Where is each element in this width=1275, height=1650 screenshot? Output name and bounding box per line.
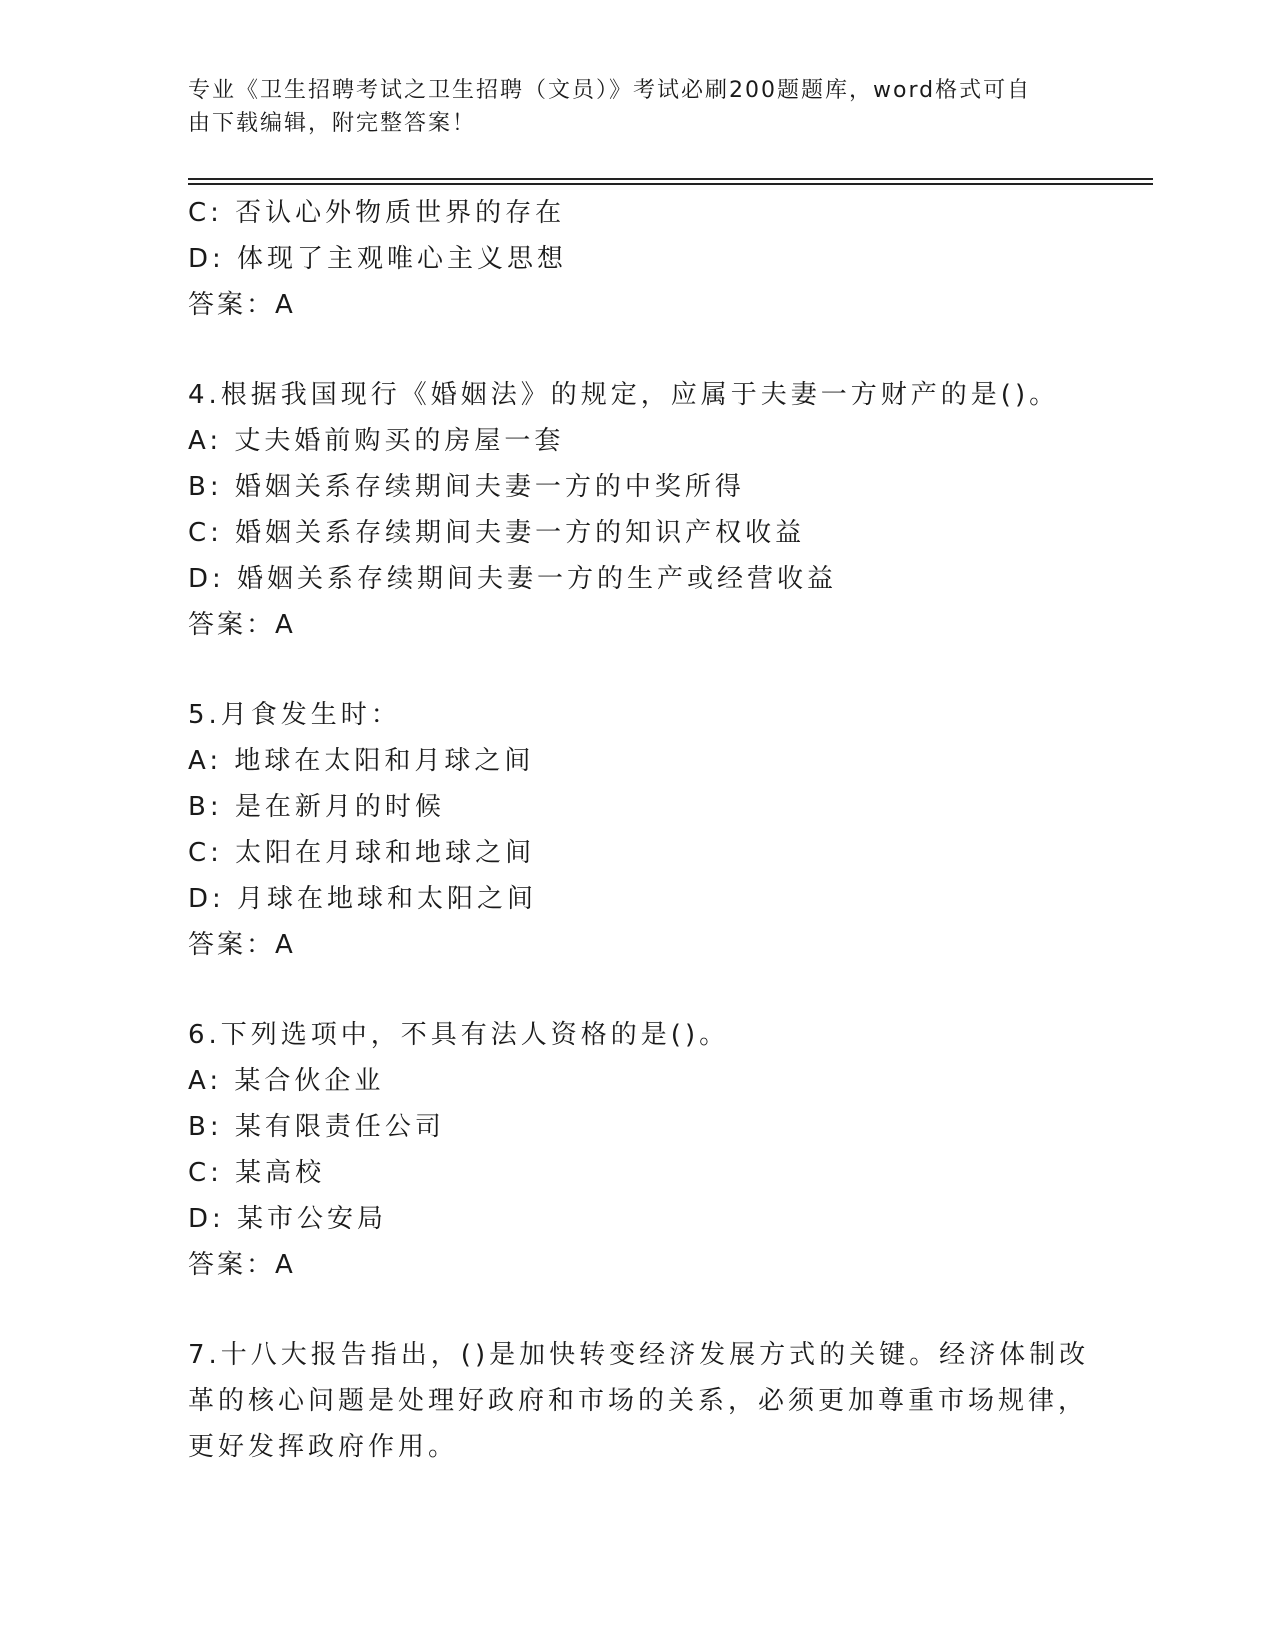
- q3-answer: 答案：A: [188, 290, 296, 320]
- q7-question-line-3: 更好发挥政府作用。: [188, 1432, 459, 1462]
- q5-option-d: D: 月球在地球和太阳之间: [188, 884, 538, 914]
- q4-question: 4.根据我国现行《婚姻法》的规定，应属于夫妻一方财产的是()。: [188, 380, 1060, 410]
- q5-option-b: B: 是在新月的时候: [188, 792, 445, 822]
- q4-option-a: A: 丈夫婚前购买的房屋一套: [188, 426, 565, 456]
- q7-question-line-2: 革的核心问题是处理好政府和市场的关系，必须更加尊重市场规律，: [188, 1386, 1089, 1416]
- q6-option-a: A: 某合伙企业: [188, 1066, 385, 1096]
- q7-question-line-1: 7.十八大报告指出，()是加快转变经济发展方式的关键。经济体制改: [188, 1340, 1090, 1370]
- q4-answer: 答案：A: [188, 610, 296, 640]
- q3-option-c: C: 否认心外物质世界的存在: [188, 198, 566, 228]
- q4-option-d: D: 婚姻关系存续期间夫妻一方的生产或经营收益: [188, 564, 838, 594]
- q5-option-a: A: 地球在太阳和月球之间: [188, 746, 535, 776]
- q5-question: 5.月食发生时：: [188, 700, 401, 730]
- q5-option-c: C: 太阳在月球和地球之间: [188, 838, 536, 868]
- header-divider-bottom: [188, 183, 1153, 185]
- header-divider-top: [188, 178, 1153, 180]
- q6-option-d: D: 某市公安局: [188, 1204, 388, 1234]
- q6-option-b: B: 某有限责任公司: [188, 1112, 445, 1142]
- q6-answer: 答案：A: [188, 1250, 296, 1280]
- q6-option-c: C: 某高校: [188, 1158, 326, 1188]
- q4-option-b: B: 婚姻关系存续期间夫妻一方的中奖所得: [188, 472, 745, 502]
- document-header: [188, 74, 1068, 140]
- q5-answer: 答案：A: [188, 930, 296, 960]
- q3-option-d: D: 体现了主观唯心主义思想: [188, 244, 568, 274]
- header-line-1: 专业《卫生招聘考试之卫生招聘（文员）》考试必刷200题题库，word格式可自: [188, 78, 1032, 103]
- header-line-2: 由下载编辑，附完整答案！: [188, 111, 477, 136]
- q6-question: 6.下列选项中，不具有法人资格的是()。: [188, 1020, 730, 1050]
- q4-option-c: C: 婚姻关系存续期间夫妻一方的知识产权收益: [188, 518, 806, 548]
